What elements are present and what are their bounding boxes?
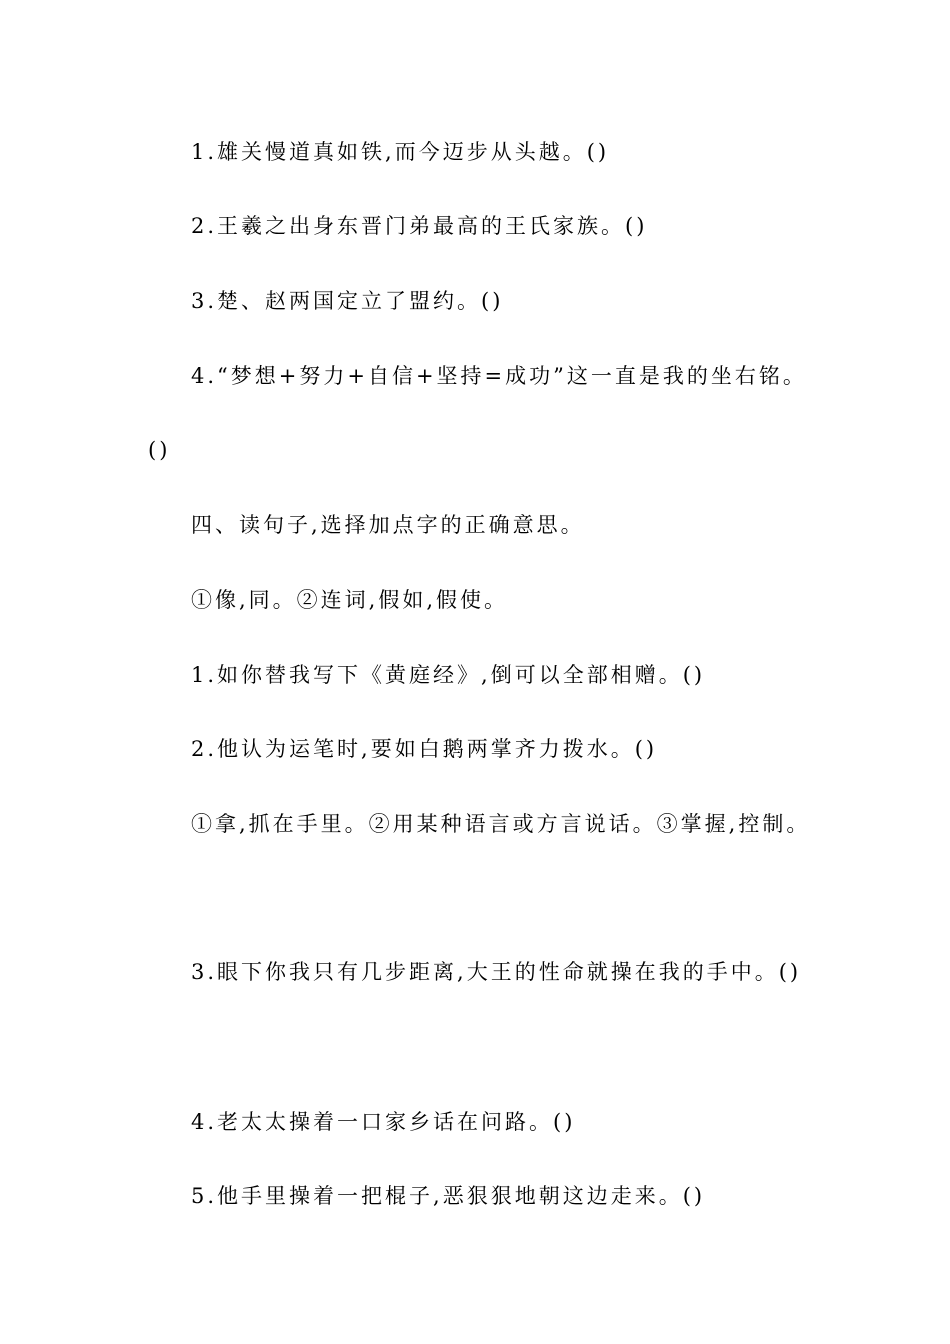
question-line: 4.“梦想+努力+自信+坚持=成功”这一直是我的坐右铭。 xyxy=(191,364,807,388)
question-line: 1.雄关慢道真如铁,而今迈步从头越。() xyxy=(191,140,610,164)
question-line: 4.老太太操着一口家乡话在问路。() xyxy=(191,1110,576,1134)
question-line: 2.王羲之出身东晋门弟最高的王氏家族。() xyxy=(191,214,648,238)
section-heading: 四、读句子,选择加点字的正确意思。 xyxy=(191,513,585,537)
answer-blank: () xyxy=(148,438,171,462)
question-line: 2.他认为运笔时,要如白鹅两掌齐力拨水。() xyxy=(191,737,658,761)
definition-options: ①拿,抓在手里。②用某种语言或方言说话。③掌握,控制。 xyxy=(191,812,811,836)
definition-options: ①像,同。②连词,假如,假使。 xyxy=(191,588,509,612)
question-line: 3.眼下你我只有几步距离,大王的性命就操在我的手中。() xyxy=(191,960,802,984)
question-line: 1.如你替我写下《黄庭经》,倒可以全部相赠。() xyxy=(191,663,706,687)
question-line: 5.他手里操着一把棍子,恶狠狠地朝这边走来。() xyxy=(191,1184,706,1208)
question-line: 3.楚、赵两国定立了盟约。() xyxy=(191,289,504,313)
